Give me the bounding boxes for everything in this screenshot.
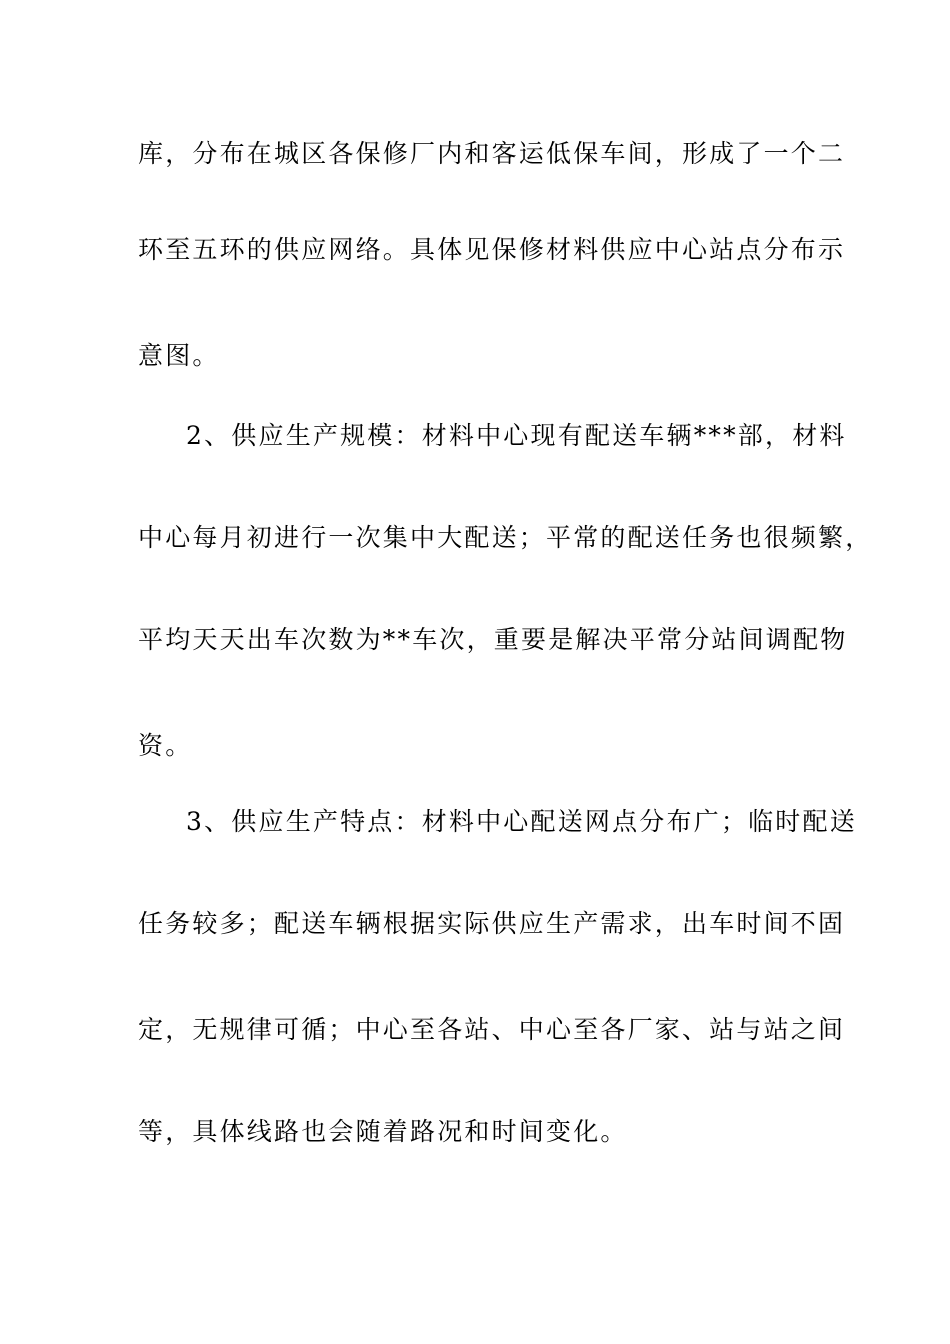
paragraph-3-line-2: 任务较多；配送车辆根据实际供应生产需求，出车时间不固 [138, 909, 846, 938]
paragraph-3-line-3: 定，无规律可循；中心至各站、中心至各厂家、站与站之间 [138, 1015, 846, 1044]
paragraph-1-line-3: 意图。 [138, 341, 220, 370]
paragraph-2-line-3: 平均天天出车次数为**车次，重要是解决平常分站间调配物 [138, 625, 848, 654]
paragraph-3-line-1: 3、供应生产特点：材料中心配送网点分布广；临时配送 [186, 807, 857, 836]
paragraph-1-line-2: 环至五环的供应网络。具体见保修材料供应中心站点分布示 [138, 235, 846, 264]
paragraph-2-line-2: 中心每月初进行一次集中大配送；平常的配送任务也很频繁， [138, 523, 873, 552]
paragraph-1-line-1: 库，分布在城区各保修厂内和客运低保车间，形成了一个二 [138, 139, 846, 168]
paragraph-3-line-4: 等，具体线路也会随着路况和时间变化。 [138, 1117, 628, 1146]
paragraph-2-line-1: 2、供应生产规模：材料中心现有配送车辆***部，材料 [186, 421, 847, 450]
paragraph-2-line-4: 资。 [138, 731, 193, 760]
